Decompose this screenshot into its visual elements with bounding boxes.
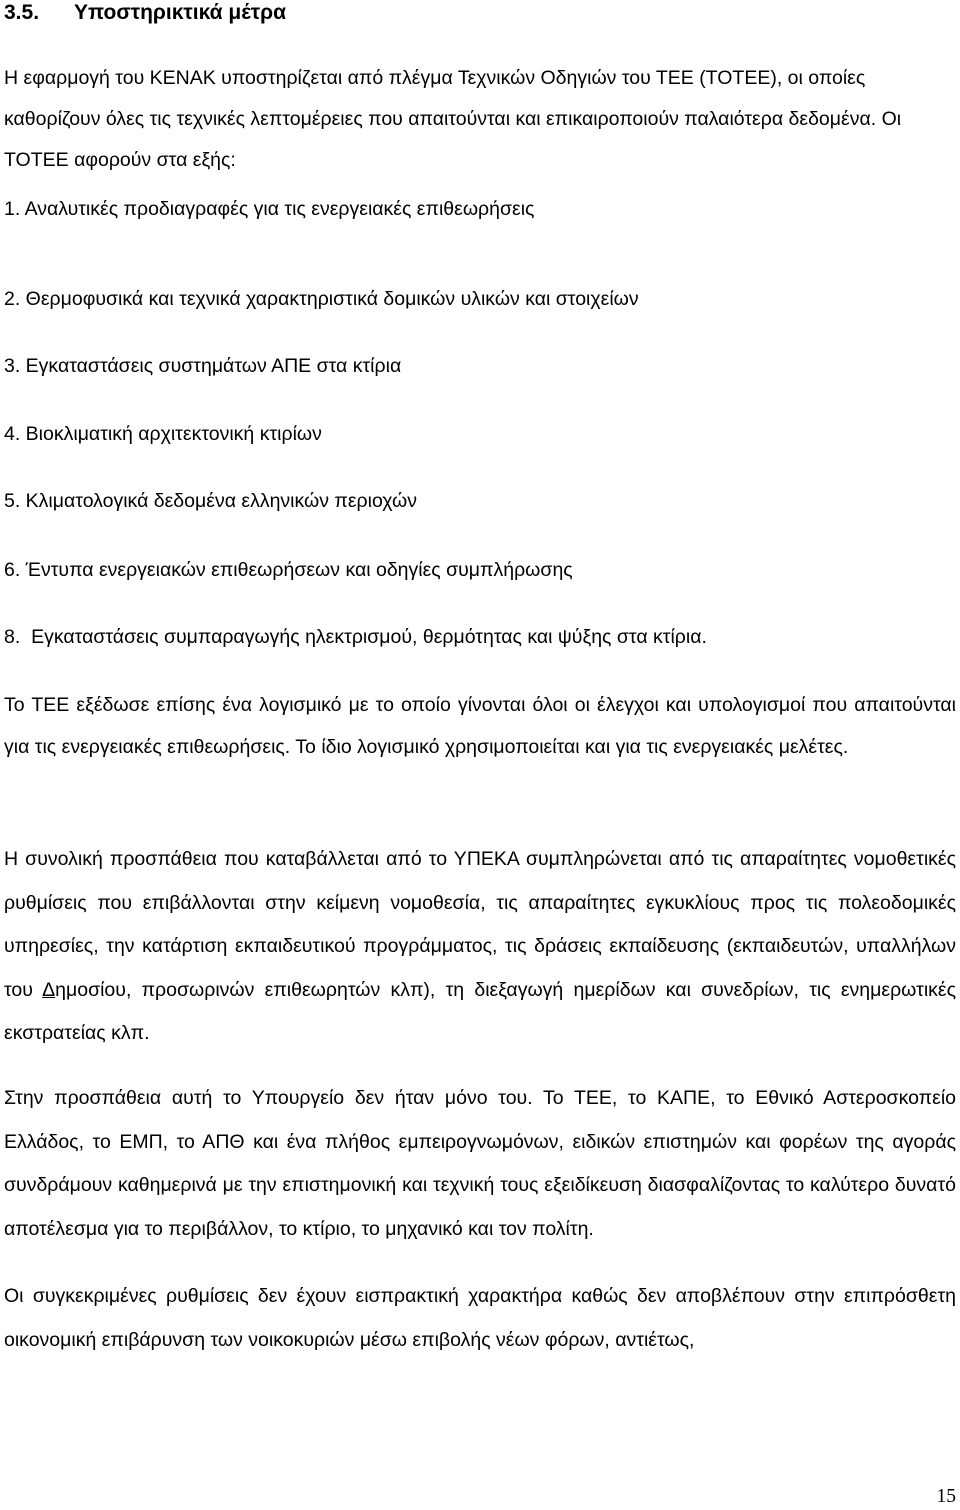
section-heading: [4, 0, 286, 26]
page-number: 15: [936, 1486, 956, 1507]
paragraph-effort-text-2: ημοσίου, προσωρινών επιθεωρητών κλπ), τη διεξαγωγή ημερίδων και συνεδρίων, τις ενημερωτικές εκστρατείας κλπ.: [4, 978, 956, 1044]
section-number: 3.5.: [4, 1, 40, 24]
section-title: Υποστηρικτικά μέτρα: [74, 1, 286, 24]
paragraph-software: Το ΤΕΕ εξέδωσε επίσης ένα λογισμικό με το οποίο γίνονται όλοι οι έλεγχοι και υπολογισμοί που απαιτούνται για τις ενεργειακές επιθεωρήσεις. Το ίδιο λογισμικό χρησιμοποιείται και για τις ενεργειακές μελέτες.: [4, 694, 956, 758]
list-item-2: 2. Θερμοφυσικά και τεχνικά χαρακτηριστικά δομικών υλικών και στοιχείων: [4, 288, 639, 310]
list-item-4: 4. Βιοκλιματική αρχιτεκτονική κτιρίων: [4, 423, 322, 445]
list-item-3: 3. Εγκαταστάσεις συστημάτων ΑΠΕ στα κτίρια: [4, 355, 402, 377]
paragraph-effort: [4, 838, 956, 1056]
paragraph-partners: Στην προσπάθεια αυτή το Υπουργείο δεν ήταν μόνο του. Το ΤΕΕ, το ΚΑΠΕ, το Εθνικό Αστεροσκοπείο Ελλάδος, το ΕΜΠ, το ΑΠΘ και ένα πλήθος εμπειρογνωμόνων, ειδικών επιστημών και φορέων της αγοράς συνδράμουν καθημερινά με την επιστημονική και τεχνική τους εξειδίκευση διασφαλίζοντας το καλύτερο δυνατό αποτέλεσμα για το περιβάλλον, το κτίριο, το μηχανικό και τον πολίτη.: [4, 1087, 956, 1240]
paragraph-effort-text-1: Η συνολική προσπάθεια που καταβάλλεται από το ΥΠΕΚΑ συμπληρώνεται από τις απαραίτητες νομοθετικές ρυθμίσεις που επιβάλλονται στην κείμενη νομοθεσία, τις απαραίτητες εγκυκλίους προς τις πολεοδομικές υπηρεσίες, την κατάρτιση εκπαιδευτικού προγράμματος, τις δράσεις εκπαίδευσης (εκπαιδευτών, υπαλλήλων του: [4, 848, 956, 1001]
list-item-8: 8. Εγκαταστάσεις συμπαραγωγής ηλεκτρισμού, θερμότητας και ψύξης στα κτίρια.: [4, 626, 707, 648]
paragraph-regulations: Οι συγκεκριμένες ρυθμίσεις δεν έχουν εισπρακτική χαρακτήρα καθώς δεν αποβλέπουν στην επιπρόσθετη οικονομική επιβάρυνση των νοικοκυριών μέσω επιβολής νέων φόρων, αντιέτως,: [4, 1285, 956, 1351]
intro-paragraph: Η εφαρμογή του ΚΕΝΑΚ υποστηρίζεται από πλέγμα Τεχνικών Οδηγιών του ΤΕΕ (ΤΟΤΕΕ), οι οποίες καθορίζουν όλες τις τεχνικές λεπτομέρειες που απαιτούνται και επικαιροποιούν παλαιότερα δεδομένα. Οι ΤΟΤΕΕ αφορούν στα εξής:: [4, 67, 902, 171]
list-item-1: 1. Αναλυτικές προδιαγραφές για τις ενεργειακές επιθεωρήσεις: [4, 198, 535, 220]
list-item-6: 6. Έντυπα ενεργειακών επιθεωρήσεων και οδηγίες συμπλήρωσης: [4, 559, 573, 581]
list-item-5: 5. Κλιματολογικά δεδομένα ελληνικών περιοχών: [4, 490, 417, 512]
paragraph-effort-underlined: Δ: [42, 978, 56, 1001]
